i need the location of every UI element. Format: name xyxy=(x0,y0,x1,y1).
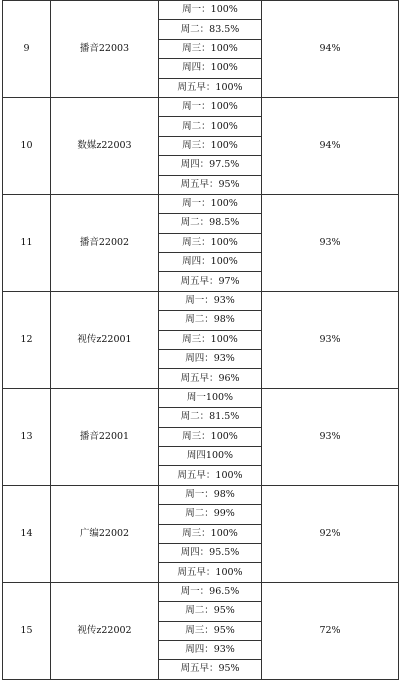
daily-attendance-cell: 周二：99% xyxy=(159,505,262,524)
class-name-cell: 播音22002 xyxy=(51,194,159,291)
table-row xyxy=(3,485,399,504)
overall-rate-cell: 94% xyxy=(262,1,399,98)
daily-attendance-cell: 周五早：100% xyxy=(159,563,262,582)
daily-attendance-cell: 周一：96.5% xyxy=(159,582,262,601)
daily-attendance-cell: 周一：100% xyxy=(159,194,262,213)
class-name-cell: 广编22002 xyxy=(51,485,159,582)
row-number-cell: 9 xyxy=(3,1,51,98)
table-row xyxy=(3,582,399,601)
daily-attendance-cell: 周二：100% xyxy=(159,117,262,136)
class-name-cell: 播音22003 xyxy=(51,1,159,98)
row-number-cell: 13 xyxy=(3,388,51,485)
class-name-cell: 视传z22001 xyxy=(51,291,159,388)
class-name-cell: 数媒z22003 xyxy=(51,97,159,194)
overall-rate-cell: 93% xyxy=(262,194,399,291)
row-number-cell: 14 xyxy=(3,485,51,582)
daily-attendance-cell: 周二：98% xyxy=(159,311,262,330)
daily-attendance-cell: 周四：95.5% xyxy=(159,543,262,562)
daily-attendance-cell: 周三：100% xyxy=(159,136,262,155)
overall-rate-cell: 93% xyxy=(262,291,399,388)
daily-attendance-cell: 周五早：97% xyxy=(159,272,262,291)
overall-rate-cell: 92% xyxy=(262,485,399,582)
daily-attendance-cell: 周四：97.5% xyxy=(159,156,262,175)
daily-attendance-cell: 周二：83.5% xyxy=(159,20,262,39)
daily-attendance-cell: 周一：100% xyxy=(159,97,262,116)
daily-attendance-cell: 周五早：100% xyxy=(159,78,262,97)
attendance-table-body xyxy=(3,1,399,680)
class-name-cell: 播音22001 xyxy=(51,388,159,485)
daily-attendance-cell: 周二：81.5% xyxy=(159,408,262,427)
daily-attendance-cell: 周三：95% xyxy=(159,621,262,640)
overall-rate-cell: 94% xyxy=(262,97,399,194)
daily-attendance-cell: 周四：100% xyxy=(159,253,262,272)
row-number-cell: 10 xyxy=(3,97,51,194)
table-row xyxy=(3,388,399,407)
daily-attendance-cell: 周五早：96% xyxy=(159,369,262,388)
daily-attendance-cell: 周一：100% xyxy=(159,1,262,20)
daily-attendance-cell: 周三：100% xyxy=(159,233,262,252)
daily-attendance-cell: 周五早：95% xyxy=(159,660,262,679)
daily-attendance-cell: 周三：100% xyxy=(159,427,262,446)
row-number-cell: 15 xyxy=(3,582,51,679)
daily-attendance-cell: 周四：93% xyxy=(159,350,262,369)
daily-attendance-cell: 周五早：95% xyxy=(159,175,262,194)
daily-attendance-cell: 周二：98.5% xyxy=(159,214,262,233)
daily-attendance-cell: 周四100% xyxy=(159,446,262,465)
daily-attendance-cell: 周一100% xyxy=(159,388,262,407)
daily-attendance-cell: 周四：93% xyxy=(159,640,262,659)
daily-attendance-cell: 周四：100% xyxy=(159,59,262,78)
table-row xyxy=(3,291,399,310)
table-row xyxy=(3,1,399,20)
row-number-cell: 12 xyxy=(3,291,51,388)
attendance-table xyxy=(2,0,399,680)
daily-attendance-cell: 周一：93% xyxy=(159,291,262,310)
table-row xyxy=(3,194,399,213)
daily-attendance-cell: 周三：100% xyxy=(159,524,262,543)
daily-attendance-cell: 周三：100% xyxy=(159,39,262,58)
daily-attendance-cell: 周一：98% xyxy=(159,485,262,504)
row-number-cell: 11 xyxy=(3,194,51,291)
daily-attendance-cell: 周五早：100% xyxy=(159,466,262,485)
overall-rate-cell: 93% xyxy=(262,388,399,485)
daily-attendance-cell: 周二：95% xyxy=(159,602,262,621)
overall-rate-cell: 72% xyxy=(262,582,399,679)
table-row xyxy=(3,97,399,116)
daily-attendance-cell: 周三：100% xyxy=(159,330,262,349)
class-name-cell: 视传z22002 xyxy=(51,582,159,679)
